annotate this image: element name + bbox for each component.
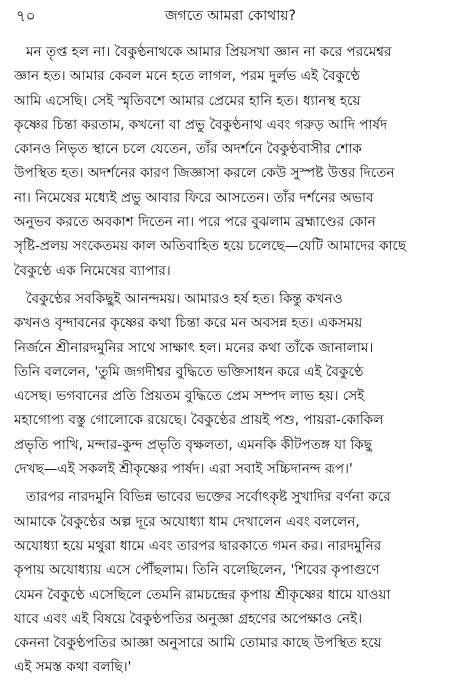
text-line: বৈকুণ্ঠে এক নিমেষের ব্যাপার। — [14, 262, 171, 279]
text-line: যাবে এবং এই বিষয়ে বৈকুণ্ঠপতির অনুজ্ঞা গ্রহণের অপেক্ষাও নেই। — [14, 610, 363, 627]
text-line: যেমন বৈকুণ্ঠে এসেছিলে তেমনি রামচন্দ্রের কৃপায় শ্রীকৃষ্ণের ধামে যাওয়া — [14, 586, 391, 603]
text-line: এই সমস্ত কথা বলছি।' — [14, 659, 132, 676]
paragraph — [14, 485, 447, 679]
text-line: সৃষ্টি-প্রলয় সংকেতময় কাল অতিবাহিত হয়ে চলেছে—যেটি আমাদের কাছে — [14, 238, 407, 255]
text-line: তিনি বললেন, 'তুমি জগদীশ্বর বুদ্ধিতে ভক্তিসাধন করে এই বৈকুণ্ঠে — [14, 363, 364, 380]
text-line: কখনও বৃন্দাবনের কৃষ্ণের কথা চিন্তা করে মন অবসন্ন হত। একসময় — [14, 315, 363, 332]
text-line: কেননা বৈকুণ্ঠপতির আজ্ঞা অনুসারে আমি তোমার কাছে উপস্থিত হয়ে — [14, 635, 382, 652]
text-line: কৃপায় অযোধ্যায় এসে পৌঁছলাম। তিনি বলেছিলেন, 'শিবের কৃপাগুণে — [14, 562, 380, 579]
text-line: কোনও নিভৃত স্থানে চলে যেতেন, তাঁর অদর্শনে বৈকুণ্ঠবাসীর শোক — [14, 141, 362, 158]
text-line: দেখছ—এই সকলই শ্রীকৃষ্ণের পার্ষদ। এরা সবাই সচ্চিদানন্দ রূপ।' — [14, 461, 353, 478]
text-line: কৃষ্ণের চিন্তা করতাম, কখনো বা প্রভু বৈকুণ্ঠনাথ এবং গরুড় আদি পার্ষদ — [14, 116, 388, 133]
text-line: আমাকে বৈকুণ্ঠের অল্প দূরে অযোধ্যা ধাম দেখালেন এবং বললেন, — [14, 513, 360, 530]
text-line: মন তৃপ্ত হল না। বৈকুণ্ঠনাথকে আমার প্রিয়সখা জ্ঞান না করে পরমেশ্বর — [26, 44, 392, 60]
text-line: প্রভৃতি পাখি, মন্দার-কুন্দ প্রভৃতি বৃক্ষলতা, এমনকি কীটপতঙ্গ যা কিছু — [14, 436, 373, 453]
text-line: অযোধ্যা হয়ে মথুরা ধামে এবং তারপর দ্বারকাতে গমন কর। নারদমুনির — [14, 537, 382, 554]
text-line: এসেছ। ভগবানের প্রতি প্রিয়তম বুদ্ধিতে প্রেম সম্পদ লাভ হয়। সেই — [14, 388, 365, 405]
text-line: অনুভব করতে অবকাশ দিতেন না। পরে পরে বুঝলাম ব্রহ্মাণ্ডের কোন — [14, 214, 376, 231]
page-number: ৭০ — [16, 7, 36, 25]
paragraph — [14, 40, 447, 283]
text-line: আমি এসেছি। সেই স্মৃতিবশে আমার প্রেমের হানি হত। ধ্যানস্থ হয়ে — [14, 92, 361, 109]
page-header — [14, 0, 447, 40]
running-title: জগতে আমরা কোথায়? — [165, 8, 296, 24]
text-line: উপস্থিত হত। অদর্শনের কারণ জিজ্ঞাসা করলে কেউ সুস্পষ্ট উত্তর দিতেন — [14, 165, 395, 182]
text-line: তারপর নারদমুনি বিভিন্ন ভাবের ভক্তের সর্বোৎকৃষ্ট সুখাদির বর্ণনা করে — [26, 489, 391, 506]
text-line: না। নিমেষের মধ্যেই প্রভু আবার ফিরে আসতেন। তাঁর দর্শনের অভাব — [14, 189, 374, 206]
text-line: জ্ঞান হত। আমার কেবল মনে হতে লাগল, পরম দুর্লভ এই বৈকুণ্ঠে — [14, 68, 360, 85]
body-text — [14, 40, 447, 680]
paragraph — [14, 287, 447, 481]
text-line: নির্জনে শ্রীনারদমুনির সাথে সাক্ষাৎ হল। মনের কথা তাঁকে জানালাম। — [14, 339, 374, 356]
text-line: বৈকুণ্ঠের সবকিছুই আনন্দময়। আমারও হর্ষ হত। কিন্তু কখনও — [26, 290, 343, 307]
text-line: মহাগোপ্য বস্তু গোলোকে রয়েছে। বৈকুণ্ঠের প্রায়ই পশু, পায়রা-কোকিল — [14, 412, 384, 429]
